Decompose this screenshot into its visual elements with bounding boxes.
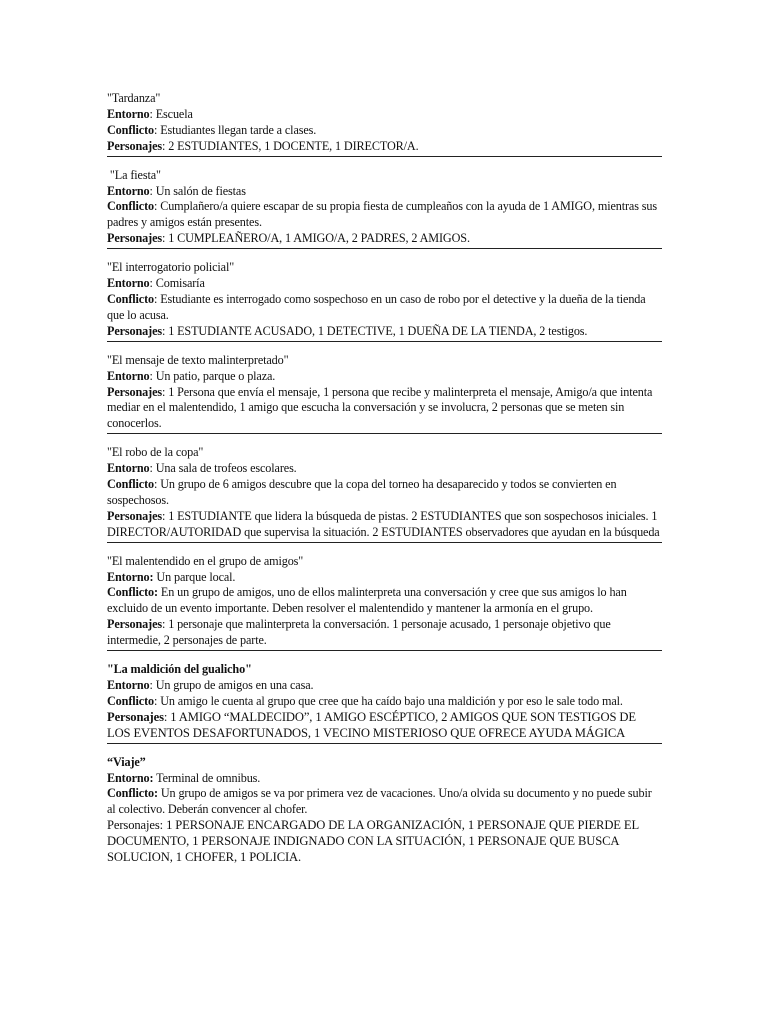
- scene-field: [107, 292, 662, 324]
- scene-section: [107, 755, 662, 867]
- field-separator: :: [149, 276, 156, 291]
- field-label: Entorno: [107, 461, 150, 476]
- field-separator: :: [154, 199, 161, 214]
- field-label: Entorno:: [107, 569, 154, 584]
- scene-field: [107, 324, 662, 340]
- field-text: 1 CUMPLEAÑERO/A, 1 AMIGO/A, 2 PADRES, 2 AMIGOS.: [168, 231, 470, 246]
- scene-field: [107, 585, 662, 617]
- scene-field: [107, 477, 662, 509]
- scene-title: "El malentendido en el grupo de amigos": [107, 553, 304, 568]
- field-separator: :: [161, 231, 169, 246]
- scene-title: "El mensaje de texto malinterpretado": [107, 352, 289, 367]
- field-text: Una sala de trofeos escolares.: [155, 461, 297, 476]
- field-separator: :: [154, 122, 161, 137]
- scene-list: [107, 91, 662, 878]
- field-text: Comisaría: [155, 276, 205, 291]
- field-separator: :: [149, 106, 156, 121]
- field-label: Entorno: [107, 276, 150, 291]
- scene-section: [107, 554, 662, 651]
- field-separator: :: [161, 138, 169, 153]
- field-text: Terminal de omnibus.: [156, 770, 261, 785]
- field-text: 1 AMIGO “MALDECIDO”, 1 AMIGO ESCÉPTICO, 2 AMIGOS QUE SON TESTIGOS DE LOS EVENTOS DESAFORTUNADOS, 1 VECINO MISTERIOSO QUE OFRECE AYUDA MÁGICA: [107, 709, 636, 740]
- scene-section: [107, 445, 662, 542]
- scene-field: [107, 678, 662, 694]
- scene-field: [107, 107, 662, 123]
- scene-field: [107, 694, 662, 710]
- field-label: Conflicto: [107, 693, 154, 708]
- scene-field: [107, 139, 662, 155]
- field-text: Personajes: 1 PERSONAJE ENCARGADO DE LA ORGANIZACIÓN, 1 PERSONAJE QUE PIERDE EL DOCUMENTO, 1 PERSONAJE INDIGNADO CON LA SITUACIÓN, 1 PERSONAJE QUE BUSCA SOLUCION, 1 CHOFER, 1 POLICIA.: [107, 818, 639, 865]
- field-label: Conflicto:: [107, 786, 158, 801]
- field-separator: :: [149, 678, 156, 692]
- scene-field: [107, 123, 662, 139]
- field-label: Entorno: [107, 678, 150, 692]
- field-label: Entorno: [107, 106, 150, 121]
- scene-title: "El robo de la copa": [107, 445, 204, 460]
- field-text: Estudiantes llegan tarde a clases.: [160, 122, 317, 137]
- scene-section: [107, 353, 662, 435]
- scene-section: [107, 260, 662, 342]
- field-text: Un grupo de 6 amigos descubre que la copa del torneo ha desaparecido y todos se convierten en sospechosos.: [107, 477, 617, 507]
- scene-field: [107, 199, 662, 231]
- field-text: Escuela: [155, 106, 193, 121]
- field-separator: :: [154, 693, 161, 708]
- field-text: 1 ESTUDIANTE que lidera la búsqueda de pistas. 2 ESTUDIANTES que son sospechosos iniciales. 1 DIRECTOR/AUTORIDAD que supervisa la situación. 2 ESTUDIANTES observadores que ayudan en la búsqueda: [107, 508, 660, 539]
- scene-field: [107, 710, 662, 742]
- scene-field: [107, 617, 662, 649]
- field-label: Entorno: [107, 368, 150, 383]
- field-label: Conflicto: [107, 122, 154, 137]
- field-label: Personajes: [107, 384, 162, 399]
- field-text: En un grupo de amigos, uno de ellos malinterpreta una conversación y cree que sus amigos lo han excluido de un evento importante. Deben resolver el malentendido y mantener la armonía en el grupo.: [107, 585, 627, 616]
- field-label: Conflicto: [107, 477, 154, 492]
- field-label: Personajes: [107, 323, 162, 338]
- scene-field: [107, 231, 662, 247]
- field-separator: :: [161, 617, 169, 632]
- field-text: Un grupo de amigos se va por primera vez de vacaciones. Uno/a olvida su documento y no puede subir al colectivo. Deberán convencer al chofer.: [107, 786, 652, 817]
- field-label: Entorno: [107, 183, 150, 198]
- scene-field: [107, 570, 662, 586]
- scene-section: [107, 168, 662, 250]
- field-text: 1 ESTUDIANTE ACUSADO, 1 DETECTIVE, 1 DUEÑA DE LA TIENDA, 2 testigos.: [168, 323, 588, 338]
- field-separator: :: [161, 508, 169, 523]
- field-text: Estudiante es interrogado como sospechoso en un caso de robo por el detective y la dueña de la tienda que lo acusa.: [107, 291, 646, 322]
- scene-title: "El interrogatorio policial": [107, 260, 235, 275]
- scene-section: [107, 662, 662, 744]
- field-text: Un parque local.: [156, 569, 236, 584]
- scene-title: "La fiesta": [107, 167, 161, 182]
- field-text: Un salón de fiestas: [155, 183, 246, 198]
- scene-field: [107, 509, 662, 541]
- scene-section: [107, 91, 662, 157]
- field-separator: :: [149, 368, 156, 383]
- field-label: Personajes: [107, 709, 164, 724]
- field-text: 2 ESTUDIANTES, 1 DOCENTE, 1 DIRECTOR/A.: [168, 138, 419, 153]
- scene-field: [107, 276, 662, 292]
- field-separator: :: [154, 291, 161, 306]
- field-separator: :: [149, 183, 156, 198]
- field-label: Entorno:: [107, 770, 154, 785]
- field-label: Personajes: [107, 508, 162, 523]
- field-label: Personajes: [107, 617, 162, 632]
- scene-title: "Tardanza": [107, 91, 161, 105]
- scene-field: [107, 461, 662, 477]
- field-label: Personajes: [107, 231, 162, 246]
- scene-field: [107, 818, 662, 866]
- field-separator: :: [163, 709, 171, 724]
- field-label: Personajes: [107, 138, 162, 153]
- field-label: Conflicto: [107, 199, 154, 214]
- field-separator: :: [154, 477, 161, 492]
- scene-field: [107, 369, 662, 385]
- scene-title: "La maldición del gualicho": [107, 662, 252, 677]
- field-text: 1 Persona que envía el mensaje, 1 persona que recibe y malinterpreta el mensaje, Amigo/a que intenta mediar en el malentendido, 1 amigo que escucha la conversación y se involucra, 2 personas que se meten sin conocerlos.: [107, 384, 653, 431]
- field-separator: :: [149, 461, 156, 476]
- scene-field: [107, 771, 662, 787]
- field-text: 1 personaje que malinterpreta la conversación. 1 personaje acusado, 1 personaje objetivo que intermedie, 2 personajes de parte.: [107, 617, 611, 648]
- field-label: Conflicto: [107, 291, 154, 306]
- field-text: Un amigo le cuenta al grupo que cree que ha caído bajo una maldición y por eso le sale todo mal.: [160, 693, 623, 708]
- field-label: Conflicto:: [107, 585, 158, 600]
- field-text: Cumplañero/a quiere escapar de su propia fiesta de cumpleaños con la ayuda de 1 AMIGO, mientras sus padres y amigos están presentes.: [107, 199, 657, 230]
- field-separator: :: [161, 323, 169, 338]
- field-text: Un patio, parque o plaza.: [155, 368, 276, 383]
- scene-field: [107, 385, 662, 433]
- scene-field: [107, 184, 662, 200]
- field-text: Un grupo de amigos en una casa.: [155, 678, 314, 692]
- scene-field: [107, 786, 662, 818]
- scene-title: “Viaje”: [107, 754, 146, 769]
- field-separator: :: [161, 384, 169, 399]
